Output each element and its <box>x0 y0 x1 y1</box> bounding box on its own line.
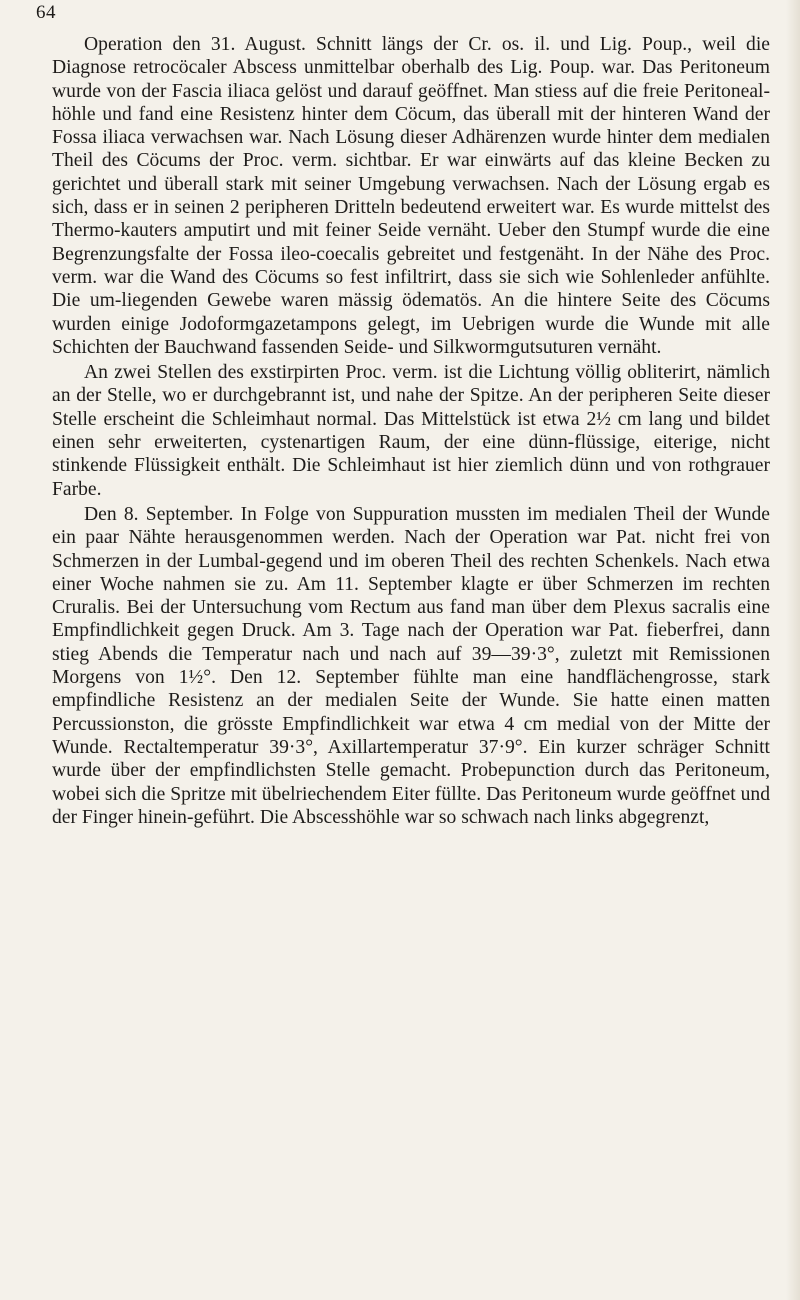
page-number: 64 <box>36 2 56 23</box>
page-edge-shadow <box>786 0 800 1300</box>
paragraph-specimen: An zwei Stellen des exstirpirten Proc. verm. ist die Lichtung völlig obliterirt, nämlich an der Stelle, wo er durchgebrannt ist, und nahe der Spitze. An der peripheren Seite dieser Stelle erscheint die Schleimhaut normal. Das Mittelstück ist etwa 2½ cm lang und bildet einen sehr erweiterten, cystenartigen Raum, der eine dünn-flüssige, eiterige, nicht stinkende Flüssigkeit enthält. Die Schleimhaut ist hier ziemlich dünn und von rothgrauer Farbe. <box>52 362 770 500</box>
paragraph-operation: Operation den 31. August. Schnitt längs der Cr. os. il. und Lig. Poup., weil die Diagnose retrocöcaler Abscess unmittelbar oberhalb des Lig. Poup. war. Das Peritoneum wurde von der Fascia iliaca gelöst und darauf geöffnet. Man stiess auf die freie Peritoneal-höhle und fand eine Resistenz hinter dem Cöcum, das überall mit der hinteren Wand der Fossa iliaca verwachsen war. Nach Lösung dieser Adhärenzen wurde hinter dem medialen Theil des Cöcums der Proc. verm. sichtbar. Er war einwärts auf das kleine Becken zu gerichtet und überall stark mit seiner Umgebung verwachsen. Nach der Lösung ergab es sich, dass er in seinen 2 peripheren Dritteln bedeutend erweitert war. Es wurde mittelst des Thermo-kauters amputirt und mit feiner Seide vernäht. Ueber den Stumpf wurde die eine Begrenzungsfalte der Fossa ileo-coecalis gebreitet und festgenäht. In der Nähe des Proc. verm. war die Wand des Cöcums so fest infiltrirt, dass sie sich wie Sohlenleder anfühlte. Die um-liegenden Gewebe waren mässig ödematös. An die hintere Seite des Cöcums wurden einige Jodoformgazetampons gelegt, im Uebrigen wurde die Wunde mit alle Schichten der Bauchwand fassenden Seide- und Silkwormgutsuturen vernäht. <box>52 34 770 358</box>
paragraph-followup: Den 8. September. In Folge von Suppuration mussten im medialen Theil der Wunde ein paar Nähte herausgenommen werden. Nach der Operation war Pat. nicht frei von Schmerzen in der Lumbal-gegend und im oberen Theil des rechten Schenkels. Nach etwa einer Woche nahmen sie zu. Am 11. September klagte er über Schmerzen im rechten Cruralis. Bei der Untersuchung vom Rectum aus fand man über dem Plexus sacralis eine Empfindlichkeit gegen Druck. Am 3. Tage nach der Operation war Pat. fieberfrei, dann stieg Abends die Temperatur nach und nach auf 39—39·3°, zuletzt mit Remissionen Morgens von 1½°. Den 12. September fühlte man eine handflächengrosse, stark empfindliche Resistenz an der medialen Seite der Wunde. Sie hatte einen matten Percussionston, die grösste Empfindlichkeit war etwa 4 cm medial von der Mitte der Wunde. Rectaltemperatur 39·3°, Axillartemperatur 37·9°. Ein kurzer schräger Schnitt wurde über der empfindlichsten Stelle gemacht. Probepunction durch das Peritoneum, wobei sich die Spritze mit übelriechendem Eiter füllte. Das Peritoneum wurde geöffnet und der Finger hinein-geführt. Die Abscesshöhle war so schwach nach links abgegrenzt, <box>52 503 770 828</box>
body-text <box>52 33 770 829</box>
